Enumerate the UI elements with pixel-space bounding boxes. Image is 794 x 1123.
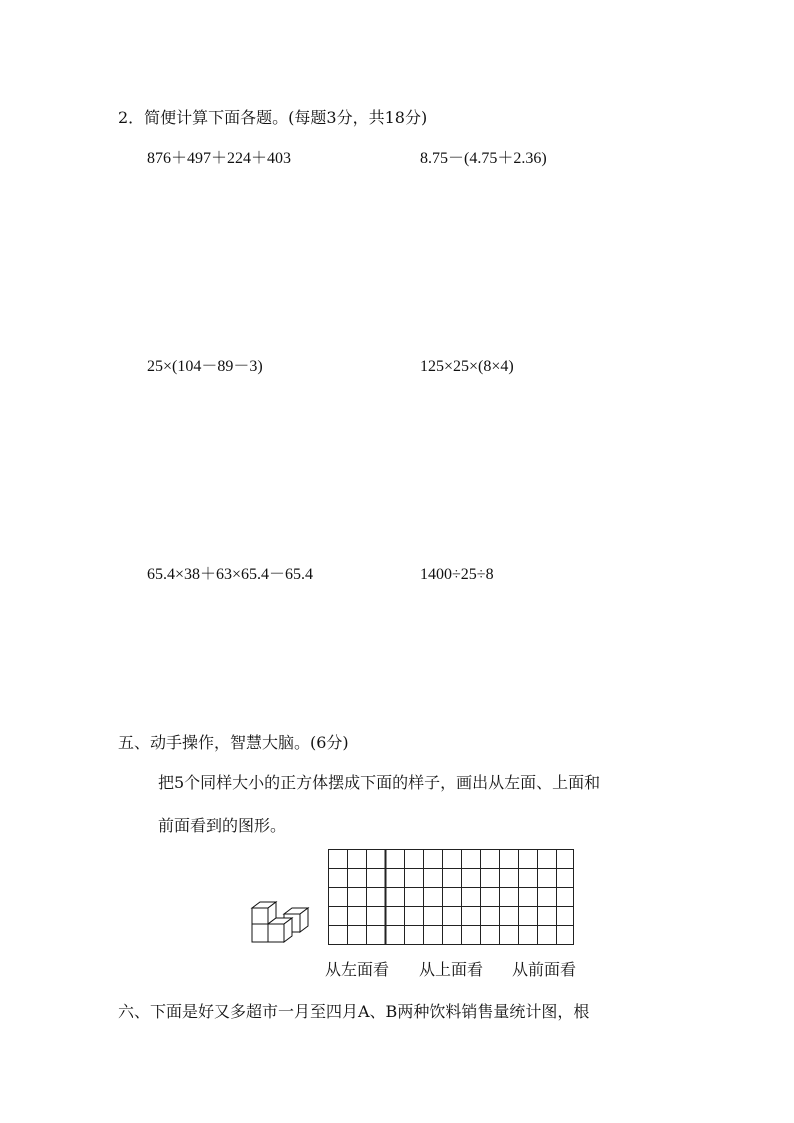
section5-title: 五、动手操作，智慧大脑。(6分) <box>118 733 349 752</box>
caption-left-view: 从左面看 <box>325 960 390 979</box>
problem-3: 25×(104－89－3) <box>147 358 263 375</box>
section5-instruction-line1: 把5个同样大小的正方体摆成下面的样子，画出从左面、上面和 <box>158 773 601 792</box>
problem-4: 125×25×(8×4) <box>420 358 514 375</box>
problem-1: 876＋497＋224＋403 <box>147 150 292 167</box>
section5-instruction-line2: 前面看到的图形。 <box>158 816 287 835</box>
caption-front-view: 从前面看 <box>512 960 577 979</box>
section2-title: 2．简便计算下面各题。(每题3分，共18分) <box>118 108 428 127</box>
drawing-grid[interactable] <box>328 849 574 945</box>
problem-5: 65.4×38＋63×65.4－65.4 <box>147 566 314 583</box>
caption-top-view: 从上面看 <box>419 960 484 979</box>
section6-title: 六、下面是好又多超市一月至四月A、B两种饮料销售量统计图，根 <box>118 1002 590 1021</box>
cube-arrangement-figure <box>250 900 312 946</box>
problem-2: 8.75－(4.75＋2.36) <box>420 150 547 167</box>
problem-6: 1400÷25÷8 <box>420 566 494 583</box>
